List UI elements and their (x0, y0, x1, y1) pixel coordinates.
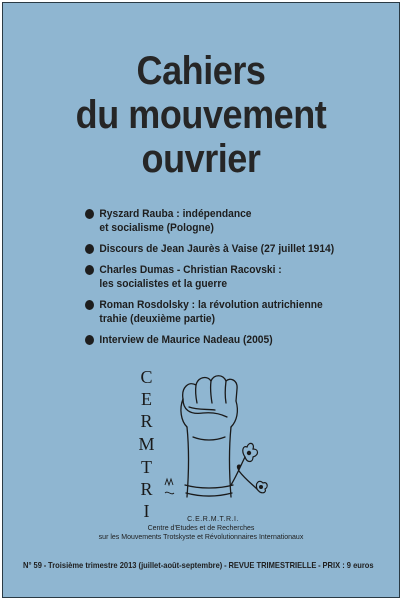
emblem-caption (3, 515, 399, 542)
issue-footer (23, 560, 374, 570)
contents-item-line: Roman Rosdolsky : la révolution autrichienne (99, 299, 323, 311)
contents-item-line: les socialistes et la guerre (99, 278, 228, 290)
emblem-letter: R (140, 479, 154, 499)
cermtri-name-line-2: sur les Mouvements Trotskyste et Révolutionnaires Internationaux (98, 534, 304, 541)
magazine-cover (2, 2, 400, 598)
title-line-1: Cahiers (136, 49, 266, 93)
bullet-icon (85, 209, 94, 219)
raised-fist-emblem-icon (159, 367, 269, 522)
emblem-letter: R (140, 411, 154, 431)
bullet-icon (85, 300, 94, 310)
contents-item-line: et socialisme (Pologne) (99, 222, 214, 234)
footer-separator: - (224, 560, 227, 570)
emblem-letter: I (143, 501, 151, 521)
table-of-contents (85, 207, 385, 354)
contents-item-line: Discours de Jean Jaurès à Vaise (27 juillet 1914) (99, 243, 335, 255)
contents-item-line: Ryszard Rauba : indépendance (99, 208, 252, 220)
contents-item-line: Charles Dumas - Christian Racovski : (99, 264, 282, 276)
emblem-letter: E (141, 389, 153, 409)
cermtri-acronym: C.E.R.M.T.R.I. (187, 516, 239, 523)
emblem-letter: C (140, 367, 154, 387)
title-line-2: du mouvement (75, 93, 327, 137)
title-line-3: ouvrier (141, 137, 261, 181)
footer-separator: - (318, 560, 321, 570)
contents-item (85, 207, 355, 235)
signature-mark (165, 479, 174, 494)
contents-item (85, 242, 355, 256)
contents-item (85, 263, 355, 291)
contents-item-line: Interview de Maurice Nadeau (2005) (99, 334, 273, 346)
contents-item-line: trahie (deuxième partie) (99, 313, 216, 325)
issue-price: PRIX : 9 euros (322, 560, 374, 570)
emblem-letter: M (138, 434, 156, 454)
emblem-letter: T (141, 457, 153, 477)
cermtri-name-line-1: Centre d'Etudes et de Recherches (147, 525, 255, 532)
review-frequency: REVUE TRIMESTRIELLE (228, 560, 317, 570)
bullet-icon (85, 244, 94, 254)
magazine-title (23, 49, 379, 181)
bullet-icon (85, 335, 94, 345)
issue-number: N° 59 (23, 560, 42, 570)
footer-separator: - (43, 560, 47, 570)
issue-period: Troisième trimestre 2013 (juillet-août-septembre) (48, 560, 223, 570)
bullet-icon (85, 265, 94, 275)
cermtri-vertical-letters (135, 367, 159, 537)
contents-item (85, 298, 355, 326)
contents-item (85, 333, 355, 347)
